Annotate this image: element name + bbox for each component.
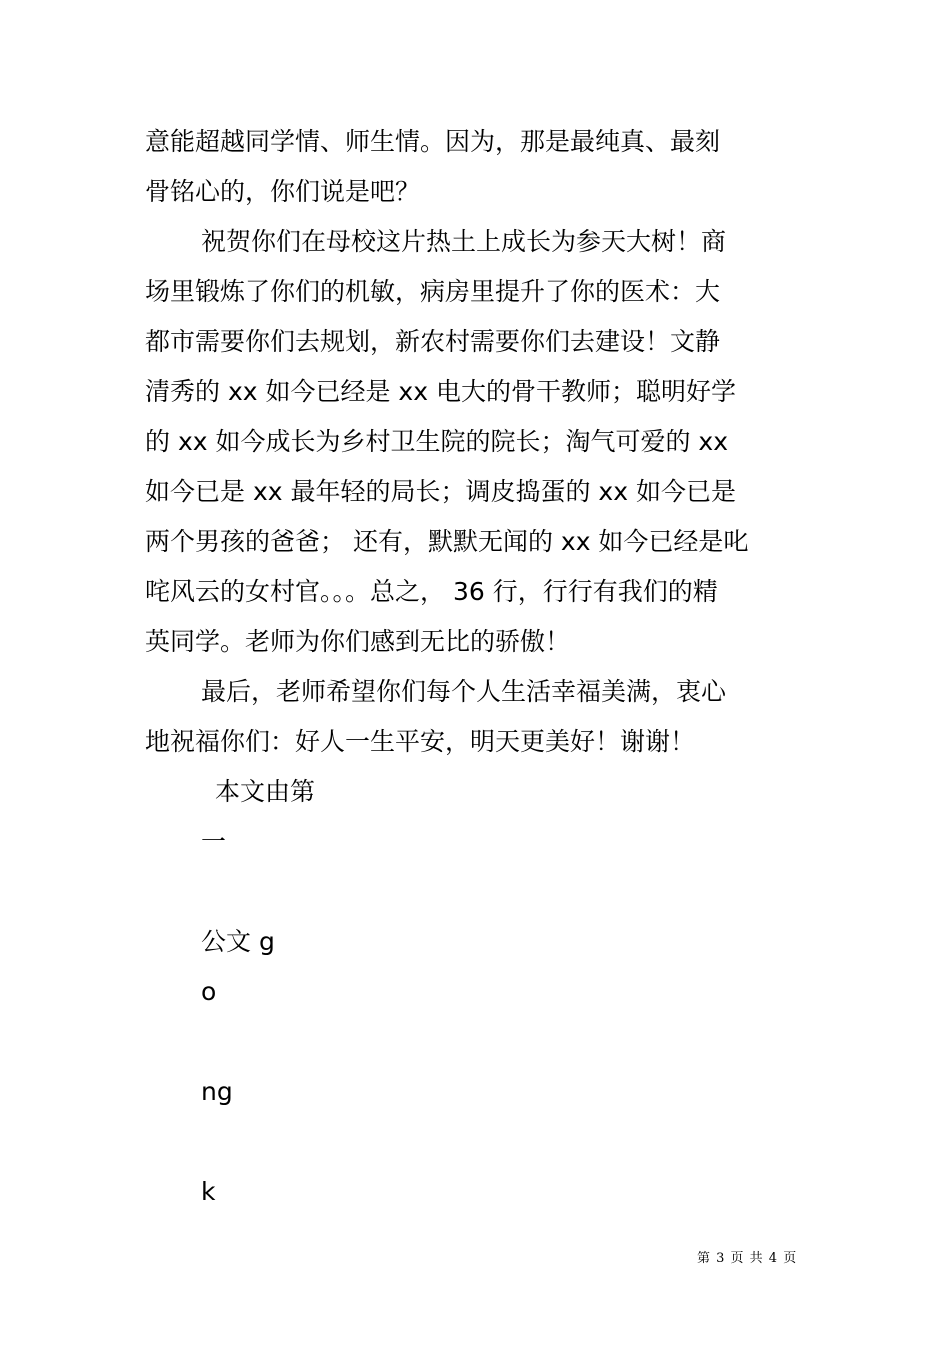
- source-line: 公文 g: [201, 927, 275, 956]
- paragraph-line: 咤风云的女村官。。。总之， 36 行，行行有我们的精: [145, 577, 718, 606]
- paragraph-line: 的 xx 如今成长为乡村卫生院的院长；淘气可爱的 xx: [145, 427, 729, 456]
- paragraph-line: 意能超越同学情、师生情。因为，那是最纯真、最刻: [145, 127, 721, 156]
- paragraph-line: 骨铭心的，你们说是吧？: [145, 177, 421, 206]
- paragraph-line: 都市需要你们去规划，新农村需要你们去建设！文静: [145, 327, 721, 356]
- paragraph-line: 英同学。老师为你们感到无比的骄傲！: [145, 627, 571, 656]
- source-line: k: [201, 1177, 216, 1206]
- source-line: 一: [201, 827, 227, 856]
- source-line: 本文由第: [215, 777, 316, 806]
- paragraph-line: 地祝福你们：好人一生平安，明天更美好！谢谢！: [145, 727, 696, 756]
- paragraph-line: 最后，老师希望你们每个人生活幸福美满，衷心: [201, 677, 727, 706]
- source-line: ng: [201, 1077, 233, 1106]
- paragraph-line: 如今已是 xx 最年轻的局长；调皮捣蛋的 xx 如今已是: [145, 477, 736, 506]
- paragraph-line: 清秀的 xx 如今已经是 xx 电大的骨干教师；聪明好学: [145, 377, 736, 406]
- paragraph-line: 祝贺你们在母校这片热土上成长为参天大树！商: [201, 227, 727, 256]
- source-line: o: [201, 977, 217, 1006]
- paragraph-line: 场里锻炼了你们的机敏，病房里提升了你的医术：大: [145, 277, 721, 306]
- page-number-footer: 第 3 页 共 4 页: [697, 1251, 798, 1266]
- paragraph-line: 两个男孩的爸爸； 还有，默默无闻的 xx 如今已经是叱: [145, 527, 749, 556]
